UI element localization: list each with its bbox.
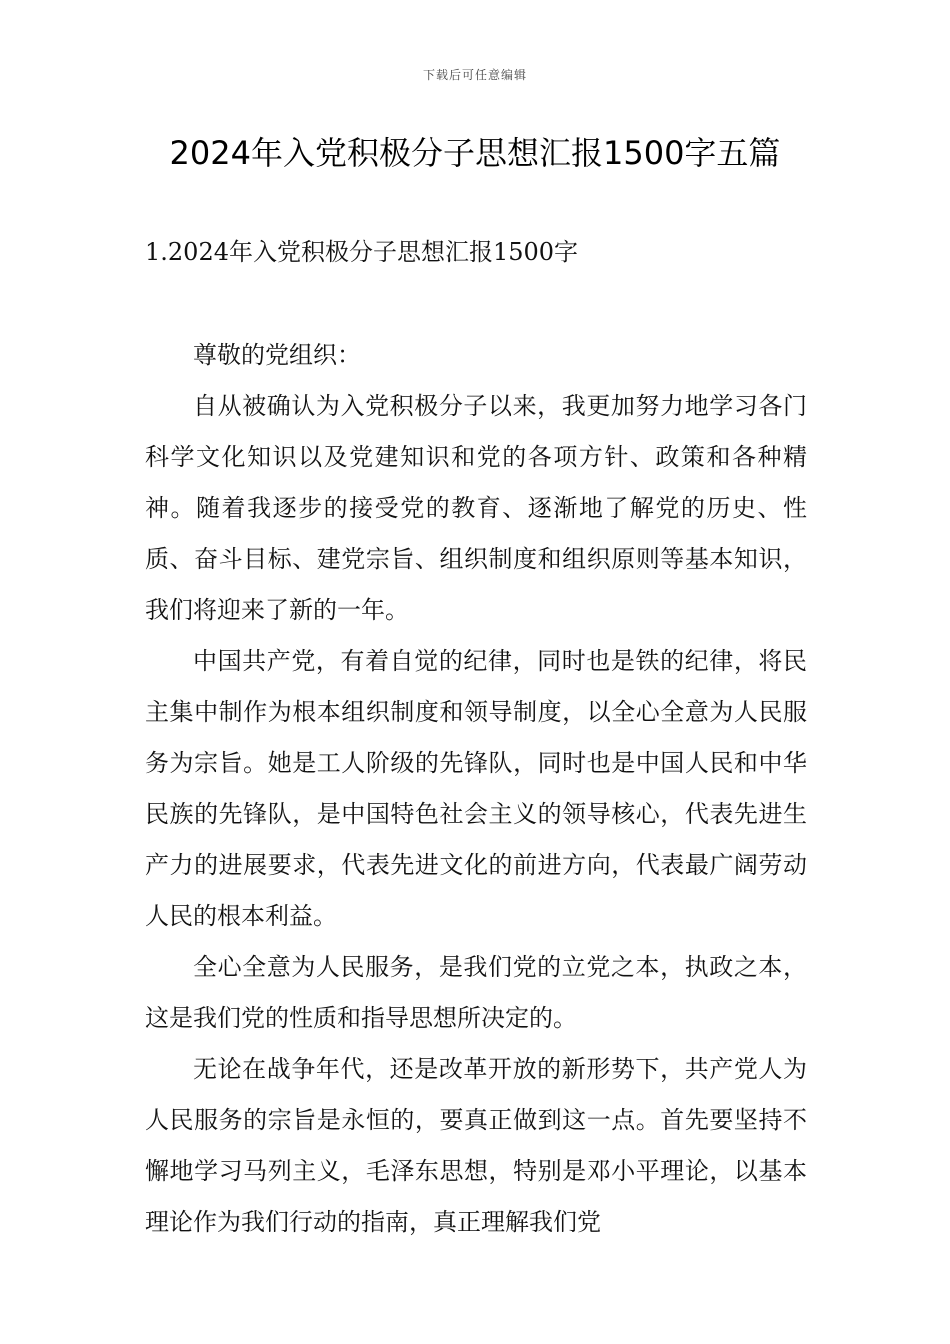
- document-body: [145, 330, 807, 1248]
- section-heading: 1.2024年入党积极分子思想汇报1500字: [145, 238, 579, 266]
- body-paragraph: 全心全意为人民服务，是我们党的立党之本，执政之本，这是我们党的性质和指导思想所决定的。: [145, 953, 807, 1032]
- body-paragraph: 自从被确认为入党积极分子以来，我更加努力地学习各门科学文化知识以及党建知识和党的各项方针、政策和各种精神。随着我逐步的接受党的教育、逐渐地了解党的历史、性质、奋斗目标、建党宗旨、组织制度和组织原则等基本知识，我们将迎来了新的一年。: [145, 392, 807, 624]
- body-paragraph: 无论在战争年代，还是改革开放的新形势下，共产党人为人民服务的宗旨是永恒的，要真正做到这一点。首先要坚持不懈地学习马列主义，毛泽东思想，特别是邓小平理论，以基本理论作为我们行动的指南，真正理解我们党: [145, 1055, 807, 1236]
- body-paragraph: 中国共产党，有着自觉的纪律，同时也是铁的纪律，将民主集中制作为根本组织制度和领导制度，以全心全意为人民服务为宗旨。她是工人阶级的先锋队，同时也是中国人民和中华民族的先锋队，是中国特色社会主义的领导核心，代表先进生产力的进展要求，代表先进文化的前进方向，代表最广阔劳动人民的根本利益。: [145, 647, 807, 930]
- document-title: 2024年入党积极分子思想汇报1500字五篇: [169, 134, 781, 172]
- header-note: 下载后可任意编辑: [422, 68, 527, 82]
- salutation: 尊敬的党组织：: [193, 341, 361, 369]
